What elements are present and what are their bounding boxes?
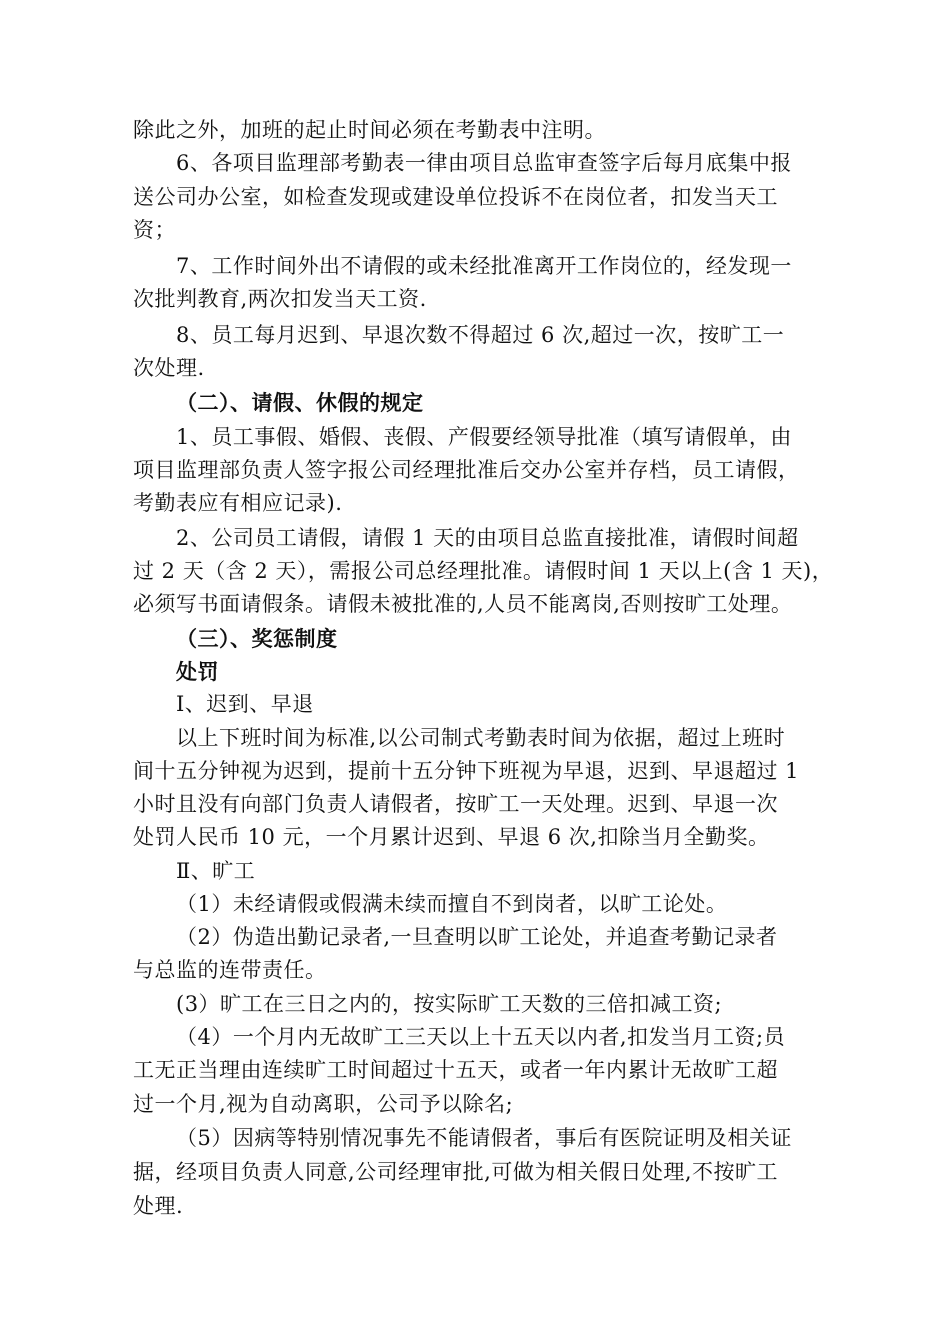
paragraph-line: （1）未经请假或假满未续而擅自不到岗者，以旷工论处。 <box>176 892 728 916</box>
paragraph-line: 处罚人民币 10 元，一个月累计迟到、早退 6 次,扣除当月全勤奖。 <box>133 825 770 849</box>
paragraph-line: 间十五分钟视为迟到，提前十五分钟下班视为早退，迟到、早退超过 1 <box>133 759 800 783</box>
paragraph-line: 项目监理部负责人签字报公司经理批准后交办公室并存档，员工请假， <box>133 458 800 482</box>
paragraph-line: （5）因病等特别情况事先不能请假者，事后有医院证明及相关证 <box>176 1126 792 1150</box>
paragraph-line: 8、员工每月迟到、早退次数不得超过 6 次,超过一次，按旷工一 <box>176 323 785 347</box>
paragraph-line: 工无正当理由连续旷工时间超过十五天，或者一年内累计无故旷工超 <box>133 1058 778 1082</box>
paragraph-line: （4）一个月内无故旷工三天以上十五天以内者,扣发当月工资;员 <box>176 1025 786 1049</box>
section-heading: （三）、奖惩制度 <box>176 626 338 651</box>
paragraph-line: 除此之外，加班的起止时间必须在考勤表中注明。 <box>133 118 606 142</box>
paragraph-line: 2、公司员工请假，请假 1 天的由项目总监直接批准，请假时间超 <box>176 526 799 550</box>
paragraph-line: 7、工作时间外出不请假的或未经批准离开工作岗位的，经发现一 <box>176 254 792 278</box>
paragraph-line: 1、员工事假、婚假、丧假、产假要经领导批准（填写请假单，由 <box>176 425 792 449</box>
section-heading: （二）、请假、休假的规定 <box>176 390 424 415</box>
subsection-heading: Ⅱ、旷工 <box>176 859 256 883</box>
paragraph-line: 考勤表应有相应记录). <box>133 491 343 515</box>
paragraph-line: 与总监的连带责任。 <box>133 958 327 982</box>
paragraph-line: (3）旷工在三日之内的，按实际旷工天数的三倍扣减工资; <box>176 992 723 1016</box>
paragraph-line: 小时且没有向部门负责人请假者，按旷工一天处理。迟到、早退一次 <box>133 792 778 816</box>
paragraph-line: 处理. <box>133 1194 184 1218</box>
paragraph-line: 次批判教育,两次扣发当天工资. <box>133 287 427 311</box>
paragraph-line: 以上下班时间为标准,以公司制式考勤表时间为依据，超过上班时 <box>176 726 786 750</box>
paragraph-line: 次处理. <box>133 356 205 380</box>
paragraph-line: 资； <box>133 218 176 242</box>
paragraph-line: （2）伪造出勤记录者,一旦查明以旷工论处，并追查考勤记录者 <box>176 925 778 949</box>
subsection-heading: Ⅰ、迟到、早退 <box>176 692 314 716</box>
paragraph-line: 过一个月,视为自动离职，公司予以除名; <box>133 1092 514 1116</box>
paragraph-line: 6、各项目监理部考勤表一律由项目总监审查签字后每月底集中报 <box>176 151 792 175</box>
paragraph-line: 必须写书面请假条。请假未被批准的,人员不能离岗,否则按旷工处理。 <box>133 592 793 616</box>
paragraph-line: 据，经项目负责人同意,公司经理审批,可做为相关假日处理,不按旷工 <box>133 1160 779 1184</box>
paragraph-line: 送公司办公室，如检查发现或建设单位投诉不在岗位者，扣发当天工 <box>133 185 778 209</box>
paragraph-line: 过 2 天（含 2 天），需报公司总经理批准。请假时间 1 天以上(含 1 天)， <box>133 559 834 583</box>
subsection-heading: 处罚 <box>176 659 219 684</box>
